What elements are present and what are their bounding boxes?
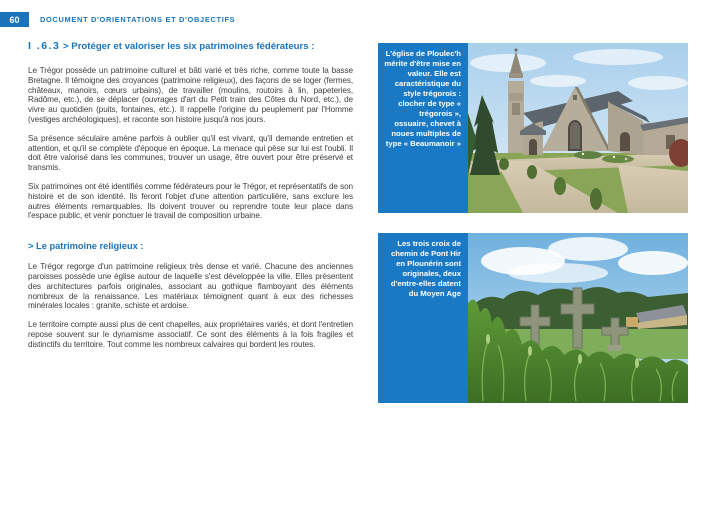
pont-hir-crosses-photo bbox=[468, 233, 688, 403]
document-header-title: DOCUMENT D'ORIENTATIONS ET D'OBJECTIFS bbox=[40, 15, 236, 24]
figure-church bbox=[378, 43, 688, 213]
paragraph: Le Trégor possède un patrimoine culturel et bâti varié et très riche, comme toute la basse Bretagne. Il témoigne des croyances (patrimoine religieux), des façons de se loger (fermes, châteaux, manoirs, cœurs urbains), de travailler (moulins, routoirs à lin, papeteries, Radôme, etc.), de se déplacer (ouvrages d'art du Petit train des Côtes du Nord, etc.), de vivre au quotidien (puits, fontaines, etc.). Il rappelle l'origine du peuplement par l'Homme (vestiges archéologiques), et raconte son histoire jusqu'à nos jours. bbox=[28, 66, 353, 124]
paragraph: Le Trégor regorge d'un patrimoine religieux très dense et varié. Chacune des anciennes paroisses possède une église autour de laquelle s'est développée la ville. Elles présentent des architectures parfois originales, associant au gothique flamboyant des éléments nombreux de la renaissance. Les matériaux témoignent quant à eux des richesses minérales locales : granite, schiste et ardoise. bbox=[28, 262, 353, 311]
paragraph: Le territoire compte aussi plus de cent chapelles, aux propriétaires variés, et dont l'entretien repose souvent sur le dynamisme associatif. Ce sont des éléments à la fois fragiles et distinctifs du territoire. Tout comme les nombreux calvaires qui bordent les routes. bbox=[28, 320, 353, 349]
section-heading bbox=[28, 40, 353, 52]
figure-caption: Les trois croix de chemin de Pont Hir en Plounérin sont originales, deux d'entre-elles datent du Moyen Age bbox=[378, 233, 468, 403]
text-column bbox=[28, 40, 353, 359]
figure-caption: L'église de Ploulec'h mérite d'être mise en valeur. Elle est caractéristique du style trégorois : clocher de type « trégorois », ossuaire, chevet à noues multiples de type « Beaumanoir » bbox=[378, 43, 468, 213]
figure-crosses bbox=[378, 233, 688, 403]
paragraph: Sa présence séculaire amène parfois à oublier qu'il est vivant, qu'il demande entretien et attention, et qu'il se complète d'époque en époque. La menace qui pèse sur lui est l'oubli. Il doit être valorisé dans les communes, trouver un usage, être ouvert pour être préservé et transmis. bbox=[28, 133, 353, 173]
ploulech-church-photo bbox=[468, 43, 688, 213]
section-title: > Protéger et valoriser les six patrimoines fédérateurs : bbox=[63, 41, 315, 52]
gravel-path bbox=[618, 165, 688, 213]
paragraph: Six patrimoines ont été identifiés comme fédérateurs pour le Trégor, et représentatifs de son histoire et de son identité. Ils feront l'objet d'une attention particulière, sans exclure les autres éléments remarquables. Ils doivent trouver ou reprendre toute leur place dans l'espace public, et venir ponctuer le travail de composition urbaine. bbox=[28, 181, 353, 221]
section-code: I .6.3 bbox=[28, 40, 61, 52]
page-number: 60 bbox=[9, 14, 20, 25]
subsection-heading: > Le patrimoine religieux : bbox=[28, 241, 144, 252]
page-number-badge bbox=[0, 12, 29, 27]
